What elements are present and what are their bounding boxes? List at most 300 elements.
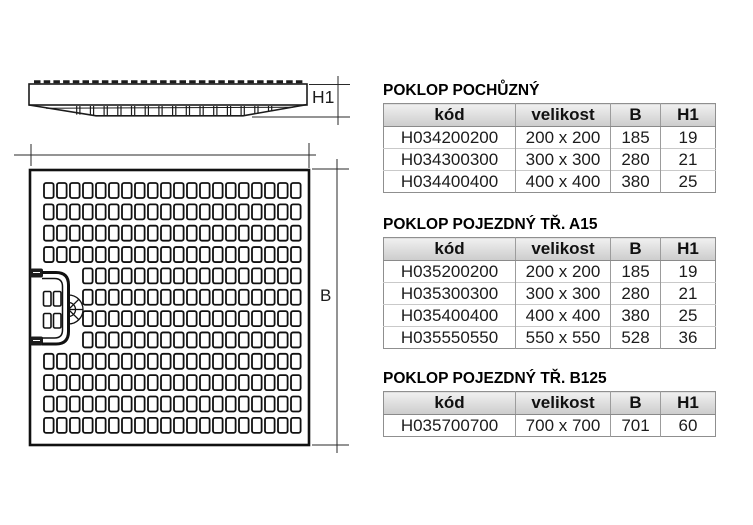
cover-slot: [148, 418, 158, 433]
cover-slot: [148, 226, 158, 241]
cover-slot: [96, 247, 106, 262]
column-header: B: [611, 392, 661, 415]
cover-slot: [161, 332, 171, 347]
cover-slot: [57, 204, 67, 219]
cover-slot: [291, 226, 301, 241]
cover-slot: [122, 268, 132, 283]
cover-slot: [239, 247, 249, 262]
cover-slot: [161, 268, 171, 283]
table-cell: 380: [611, 305, 661, 327]
cover-slot: [226, 268, 236, 283]
code-cell: H034300300: [384, 149, 516, 171]
cover-slot: [226, 375, 236, 390]
cover-slot: [291, 375, 301, 390]
cover-slot: [70, 375, 80, 390]
cover-slot: [122, 418, 132, 433]
cover-slot: [291, 290, 301, 305]
cover-slot: [161, 397, 171, 412]
spec-table-section: [383, 217, 715, 349]
cover-slot: [278, 204, 288, 219]
table-row: [384, 327, 716, 349]
code-cell: H034200200: [384, 127, 516, 149]
cover-slot: [265, 247, 275, 262]
cover-slot: [174, 268, 184, 283]
table-cell: 25: [661, 305, 716, 327]
cover-slot: [200, 268, 210, 283]
cover-slot: [291, 418, 301, 433]
cover-slot: [200, 311, 210, 326]
cover-slot: [187, 311, 197, 326]
cover-slot: [148, 183, 158, 198]
column-header: velikost: [516, 392, 611, 415]
cover-slot: [161, 290, 171, 305]
header-row: [384, 392, 716, 415]
cover-slot: [213, 204, 223, 219]
cover-slot: [96, 183, 106, 198]
cover-slot: [252, 375, 262, 390]
cover-slot: [278, 354, 288, 369]
cover-slot: [265, 204, 275, 219]
cover-slot: [265, 418, 275, 433]
cover-slot: [265, 311, 275, 326]
column-header: B: [611, 238, 661, 261]
table-cell: 21: [661, 149, 716, 171]
table-cell: 280: [611, 283, 661, 305]
spec-table: [383, 237, 716, 349]
cover-slot: [70, 204, 80, 219]
cover-slot: [148, 247, 158, 262]
column-header: B: [611, 104, 661, 127]
cover-slot: [265, 226, 275, 241]
cover-slot: [70, 183, 80, 198]
cover-slot: [291, 268, 301, 283]
cover-slot: [187, 332, 197, 347]
cover-slot: [239, 204, 249, 219]
cover-slot: [83, 183, 93, 198]
cover-slot: [70, 226, 80, 241]
cover-slot: [278, 332, 288, 347]
column-header: velikost: [516, 104, 611, 127]
cover-slot: [278, 247, 288, 262]
cover-slot: [83, 375, 93, 390]
cover-slot: [265, 354, 275, 369]
cover-slot: [83, 397, 93, 412]
cover-slot: [187, 397, 197, 412]
cover-slot: [187, 183, 197, 198]
cover-slot: [96, 332, 106, 347]
cover-slot: [135, 247, 145, 262]
cover-slot: [252, 183, 262, 198]
table-row: [384, 171, 716, 193]
cover-slot: [96, 311, 106, 326]
table-cell: 701: [611, 415, 661, 437]
cover-slot: [213, 226, 223, 241]
spec-table: [383, 391, 716, 437]
cover-slot: [187, 268, 197, 283]
cover-slot: [239, 397, 249, 412]
table-cell: 300 x 300: [516, 283, 611, 305]
cover-slot: [57, 375, 67, 390]
cover-slot: [161, 247, 171, 262]
cover-slot: [239, 418, 249, 433]
cover-slot: [44, 397, 54, 412]
code-cell: H034400400: [384, 171, 516, 193]
cover-slot: [213, 247, 223, 262]
cover-slot: [109, 332, 119, 347]
cover-slot: [226, 332, 236, 347]
cover-slot: [70, 247, 80, 262]
cover-slot: [226, 418, 236, 433]
cover-slot: [135, 418, 145, 433]
cover-slot: [161, 226, 171, 241]
cover-slot: [200, 183, 210, 198]
cover-slot: [187, 290, 197, 305]
cover-slot: [187, 204, 197, 219]
cover-slot: [148, 204, 158, 219]
cover-slot: [135, 332, 145, 347]
cover-slot: [200, 418, 210, 433]
cover-slot: [252, 354, 262, 369]
cover-slot: [122, 354, 132, 369]
column-header: kód: [384, 104, 516, 127]
table-cell: 700 x 700: [516, 415, 611, 437]
cover-slot: [161, 183, 171, 198]
header-row: [384, 104, 716, 127]
spec-table-title: POKLOP POJEZDNÝ TŘ. A15: [383, 216, 598, 233]
code-cell: H035700700: [384, 415, 516, 437]
cover-slot: [226, 183, 236, 198]
table-cell: 300 x 300: [516, 149, 611, 171]
top-view: [30, 170, 309, 445]
cover-slot: [213, 418, 223, 433]
cover-slot: [135, 375, 145, 390]
cover-slot: [174, 397, 184, 412]
column-header: H1: [661, 392, 716, 415]
table-cell: 400 x 400: [516, 305, 611, 327]
cover-slot: [226, 247, 236, 262]
cover-slot: [148, 354, 158, 369]
cover-slot: [135, 226, 145, 241]
table-row: [384, 149, 716, 171]
cover-slot: [96, 375, 106, 390]
cover-slot: [148, 332, 158, 347]
cover-slot: [148, 375, 158, 390]
cover-slot: [291, 354, 301, 369]
code-cell: H035200200: [384, 261, 516, 283]
cover-slot: [148, 397, 158, 412]
table-cell: 21: [661, 283, 716, 305]
cover-slot: [161, 418, 171, 433]
cover-slot: [239, 183, 249, 198]
cover-slot: [213, 268, 223, 283]
cover-slot: [174, 290, 184, 305]
cover-slot: [291, 183, 301, 198]
header-row: [384, 238, 716, 261]
cover-slot: [83, 247, 93, 262]
cover-slot: [265, 397, 275, 412]
b-dimension-label: B: [320, 286, 332, 305]
cover-slot: [57, 418, 67, 433]
cover-slot: [226, 354, 236, 369]
cover-slot: [200, 290, 210, 305]
table-cell: 200 x 200: [516, 261, 611, 283]
cover-slot: [135, 397, 145, 412]
side-view-plate: [29, 84, 307, 105]
cover-slot: [174, 226, 184, 241]
spec-table-title: POKLOP POJEZDNÝ TŘ. B125: [383, 370, 607, 387]
table-cell: 19: [661, 127, 716, 149]
cover-slot: [213, 183, 223, 198]
cover-slot: [122, 204, 132, 219]
cover-slot: [161, 354, 171, 369]
table-row: [384, 127, 716, 149]
cover-slot: [96, 226, 106, 241]
cover-slot: [278, 397, 288, 412]
cover-slot: [200, 375, 210, 390]
table-cell: 60: [661, 415, 716, 437]
cover-slot: [200, 204, 210, 219]
cover-slot: [278, 311, 288, 326]
cover-slot: [57, 183, 67, 198]
cover-slot: [109, 397, 119, 412]
cover-slot: [96, 397, 106, 412]
cover-slot: [44, 354, 54, 369]
cover-slot: [44, 204, 54, 219]
cover-slot: [83, 226, 93, 241]
cover-slot: [252, 418, 262, 433]
cover-slot: [57, 397, 67, 412]
code-cell: H035400400: [384, 305, 516, 327]
cover-slot: [278, 418, 288, 433]
cover-slot: [291, 311, 301, 326]
table-cell: 380: [611, 171, 661, 193]
table-cell: 550 x 550: [516, 327, 611, 349]
cover-slot: [44, 183, 54, 198]
cover-slot: [109, 226, 119, 241]
spec-table-title: POKLOP POCHŮZNÝ: [383, 82, 540, 99]
cover-slot: [187, 354, 197, 369]
cover-slot: [135, 204, 145, 219]
cover-slot: [83, 354, 93, 369]
cover-slot: [109, 204, 119, 219]
cover-slot: [83, 268, 93, 283]
cover-slot: [96, 204, 106, 219]
cover-slot: [252, 311, 262, 326]
cover-slot: [83, 418, 93, 433]
cover-slot: [239, 375, 249, 390]
cover-slot: [291, 332, 301, 347]
cover-slot: [174, 204, 184, 219]
cover-slot: [278, 183, 288, 198]
table-cell: 400 x 400: [516, 171, 611, 193]
cover-slot: [109, 311, 119, 326]
cover-slot: [291, 204, 301, 219]
cover-slot: [213, 354, 223, 369]
cover-slot: [213, 332, 223, 347]
cover-slot: [96, 290, 106, 305]
cover-slot: [265, 290, 275, 305]
column-header: velikost: [516, 238, 611, 261]
cover-slot: [213, 311, 223, 326]
cover-slot: [122, 311, 132, 326]
cover-slot: [200, 247, 210, 262]
cover-slot: [83, 204, 93, 219]
cover-slot: [213, 397, 223, 412]
table-row: [384, 283, 716, 305]
cover-slot: [291, 397, 301, 412]
cover-slot: [213, 375, 223, 390]
code-cell: H035550550: [384, 327, 516, 349]
cover-slot: [239, 311, 249, 326]
cover-slot: [265, 332, 275, 347]
cover-slot: [109, 290, 119, 305]
table-cell: 36: [661, 327, 716, 349]
cover-slot: [96, 354, 106, 369]
cover-slot: [226, 204, 236, 219]
b-dimension: [312, 159, 349, 453]
cover-slot: [70, 397, 80, 412]
cover-slot: [200, 354, 210, 369]
cover-slot: [200, 397, 210, 412]
h1-dimension-label: H1: [312, 87, 335, 107]
cover-slot: [174, 375, 184, 390]
cover-slot: [265, 375, 275, 390]
cover-slot: [278, 268, 288, 283]
cover-slot: [70, 418, 80, 433]
column-header: kód: [384, 392, 516, 415]
cover-slot: [122, 375, 132, 390]
cover-slot: [109, 375, 119, 390]
cover-slot: [44, 375, 54, 390]
cover-slot: [200, 226, 210, 241]
cover-slot: [174, 418, 184, 433]
column-header: H1: [661, 104, 716, 127]
cover-slot: [291, 247, 301, 262]
table-cell: 185: [611, 127, 661, 149]
side-view-underside: [29, 105, 307, 116]
cover-slot: [174, 311, 184, 326]
spec-table-section: [383, 83, 715, 193]
cover-slot: [187, 226, 197, 241]
cover-slot: [161, 375, 171, 390]
cover-slot: [109, 247, 119, 262]
cover-slot: [265, 268, 275, 283]
cover-slot: [239, 268, 249, 283]
cover-slot: [252, 332, 262, 347]
cover-slot: [122, 332, 132, 347]
cover-slot: [83, 290, 93, 305]
cover-slot: [239, 290, 249, 305]
cover-slot: [109, 183, 119, 198]
cover-slot: [135, 290, 145, 305]
cover-slot: [135, 311, 145, 326]
cover-slot: [278, 226, 288, 241]
cover-slot: [135, 183, 145, 198]
cover-slot: [83, 332, 93, 347]
code-cell: H035300300: [384, 283, 516, 305]
side-view: [29, 82, 307, 116]
cover-slot: [96, 418, 106, 433]
cover-slot: [96, 268, 106, 283]
cover-slot: [161, 311, 171, 326]
cover-slot: [148, 290, 158, 305]
column-header: kód: [384, 238, 516, 261]
cover-slot: [122, 226, 132, 241]
cover-slot: [44, 247, 54, 262]
cover-slot: [187, 418, 197, 433]
cover-slot: [252, 268, 262, 283]
cover-slot: [122, 247, 132, 262]
cover-slot: [161, 204, 171, 219]
cover-slot: [122, 183, 132, 198]
cover-slot: [278, 290, 288, 305]
table-cell: 185: [611, 261, 661, 283]
cover-slot: [226, 311, 236, 326]
cover-slot: [174, 183, 184, 198]
table-row: [384, 305, 716, 327]
cover-slot: [239, 332, 249, 347]
cover-slot: [57, 226, 67, 241]
cover-slot: [109, 418, 119, 433]
spec-table-section: [383, 371, 715, 437]
table-cell: 200 x 200: [516, 127, 611, 149]
cover-slot: [122, 397, 132, 412]
cover-slot: [265, 183, 275, 198]
cover-slot: [213, 290, 223, 305]
cover-slot: [239, 226, 249, 241]
table-cell: 280: [611, 149, 661, 171]
cover-slot: [174, 354, 184, 369]
cover-slot: [226, 397, 236, 412]
cover-slot: [226, 290, 236, 305]
cover-slot: [252, 226, 262, 241]
cover-slot: [187, 247, 197, 262]
cover-slot: [239, 354, 249, 369]
table-cell: 19: [661, 261, 716, 283]
cover-slot: [148, 268, 158, 283]
cover-slot: [135, 268, 145, 283]
cover-slot: [57, 354, 67, 369]
cover-slot: [44, 226, 54, 241]
cover-slot: [70, 354, 80, 369]
cover-slot: [252, 204, 262, 219]
cover-slot: [252, 397, 262, 412]
cover-slot: [226, 226, 236, 241]
column-header: H1: [661, 238, 716, 261]
cover-slot: [83, 311, 93, 326]
cover-slot: [187, 375, 197, 390]
cover-slot: [174, 247, 184, 262]
table-row: [384, 261, 716, 283]
cover-slot: [109, 268, 119, 283]
cover-slot: [135, 354, 145, 369]
cover-slot: [252, 247, 262, 262]
cover-slot: [148, 311, 158, 326]
table-cell: 528: [611, 327, 661, 349]
cover-slot: [57, 247, 67, 262]
spec-table: [383, 103, 716, 193]
cover-slot: [109, 354, 119, 369]
table-row: [384, 415, 716, 437]
cover-slot: [278, 375, 288, 390]
cover-slot: [122, 290, 132, 305]
cover-slot: [200, 332, 210, 347]
top-width-dimension: [14, 143, 316, 168]
table-cell: 25: [661, 171, 716, 193]
cover-slot: [252, 290, 262, 305]
cover-slot: [174, 332, 184, 347]
cover-slot: [44, 418, 54, 433]
